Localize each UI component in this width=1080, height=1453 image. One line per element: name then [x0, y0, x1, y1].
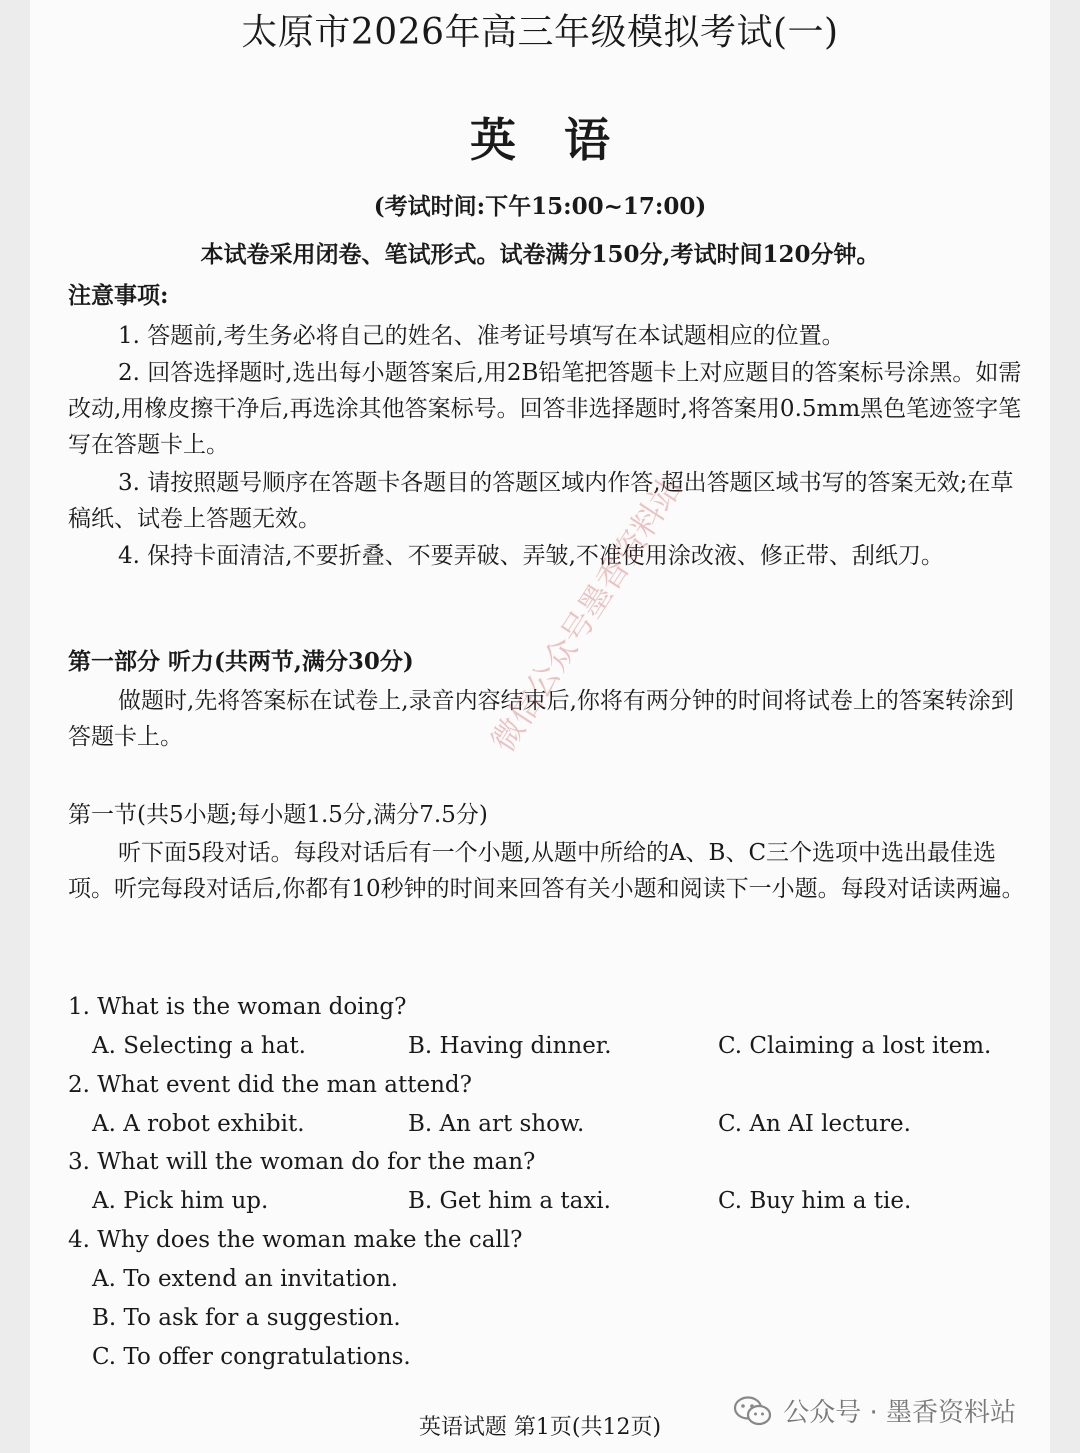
q1-option-c: C. Claiming a lost item.	[718, 1033, 992, 1059]
q1-option-a: A. Selecting a hat.	[92, 1033, 306, 1059]
q2-option-a: A. A robot exhibit.	[92, 1111, 305, 1137]
watermark: 微信公众号墨香资料站	[483, 469, 690, 759]
section1-title: 第一节(共5小题;每小题1.5分,满分7.5分)	[68, 802, 488, 828]
subject-title: 英语	[470, 113, 658, 167]
wechat-badge-label: 公众号 · 墨香资料站	[783, 1398, 1016, 1428]
wechat-icon	[733, 1395, 773, 1427]
note-item-3: 3. 请按照题号顺序在答题卡各题目的答题区域内作答,超出答题区域书写的答案无效;在草稿纸、试卷上答题无效。	[68, 470, 1014, 532]
q1-option-b: B. Having dinner.	[408, 1033, 612, 1059]
question-3: 3. What will the woman do for the man?	[68, 1149, 536, 1175]
exam-format: 本试卷采用闭卷、笔试形式。试卷满分150分,考试时间120分钟。	[200, 241, 880, 268]
part1-instruction: 做题时,先将答案标在试卷上,录音内容结束后,你将有两分钟的时间将试卷上的答案转涂到答题卡上。	[68, 688, 1014, 750]
notes-title: 注意事项:	[68, 282, 169, 309]
q3-option-b: B. Get him a taxi.	[408, 1188, 611, 1214]
q4-option-a: A. To extend an invitation.	[92, 1266, 399, 1292]
q4-option-c: C. To offer congratulations.	[92, 1344, 411, 1370]
note-item-1: 1. 答题前,考生务必将自己的姓名、准考证号填写在本试题相应的位置。	[118, 323, 845, 349]
exam-time: (考试时间:下午15:00~17:00)	[373, 193, 707, 220]
page-footer: 英语试题 第1页(共12页)	[418, 1415, 662, 1440]
question-4: 4. Why does the woman make the call?	[68, 1227, 523, 1253]
question-2: 2. What event did the man attend?	[68, 1072, 472, 1098]
question-1: 1. What is the woman doing?	[68, 994, 407, 1020]
q4-option-b: B. To ask for a suggestion.	[92, 1305, 401, 1331]
note-item-2: 2. 回答选择题时,选出每小题答案后,用2B铅笔把答题卡上对应题目的答案标号涂黑。如需改动,用橡皮擦干净后,再选涂其他答案标号。回答非选择题时,将答案用0.5mm黑色笔迹签字笔写在答题卡上。	[68, 360, 1022, 458]
q3-option-a: A. Pick him up.	[92, 1188, 269, 1214]
wechat-badge	[733, 1392, 1016, 1429]
q2-option-b: B. An art show.	[408, 1111, 585, 1137]
part1-title: 第一部分 听力(共两节,满分30分)	[68, 648, 414, 675]
exam-page	[30, 0, 1050, 1453]
q3-option-c: C. Buy him a tie.	[718, 1188, 912, 1214]
section1-instruction: 听下面5段对话。每段对话后有一个小题,从题中所给的A、B、C三个选项中选出最佳选项。听完每段对话后,你都有10秒钟的时间来回答有关小题和阅读下一小题。每段对话读两遍。	[68, 840, 1025, 902]
exam-title: 太原市2026年高三年级模拟考试(一)	[241, 12, 839, 53]
q2-option-c: C. An AI lecture.	[718, 1111, 911, 1137]
note-item-4: 4. 保持卡面清洁,不要折叠、不要弄破、弄皱,不准使用涂改液、修正带、刮纸刀。	[118, 543, 944, 569]
